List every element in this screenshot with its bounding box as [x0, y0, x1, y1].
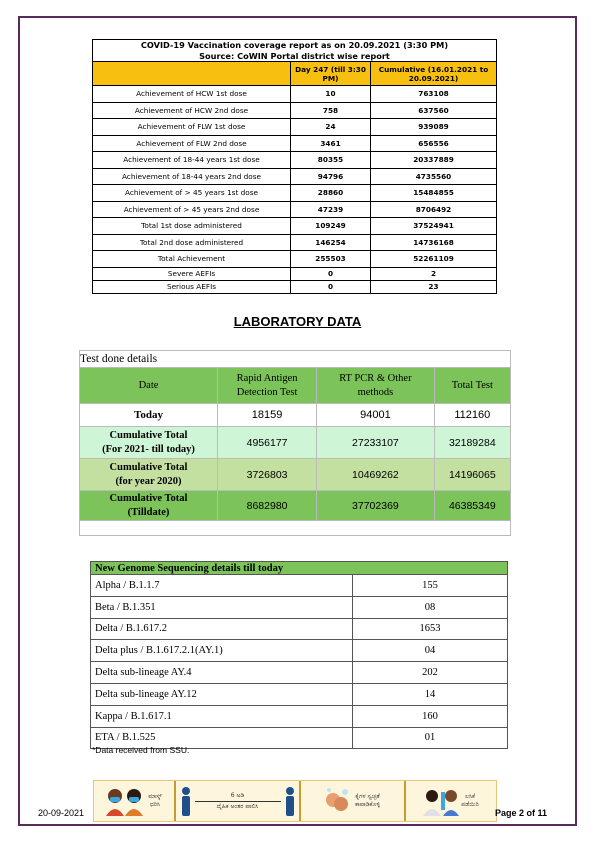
vaccination-table [92, 39, 497, 294]
awareness-banner [93, 780, 497, 822]
laboratory-table [79, 350, 511, 536]
variant-count: 155 [353, 575, 508, 597]
table-row [80, 404, 511, 427]
vaccination-day-value: 146254 [291, 234, 371, 251]
table-row [91, 705, 508, 727]
variant-name: Delta / B.1.617.2 [91, 618, 353, 640]
variant-name: Beta / B.1.351 [91, 596, 353, 618]
vaccination-day-value: 28860 [291, 185, 371, 202]
vaccination-cumulative-value: 637560 [371, 102, 497, 119]
vaccination-row-label: Achievement of > 45 years 1st dose [93, 185, 291, 202]
lab-row-label: Cumulative Total (Tilldate) [80, 491, 218, 521]
lab-cell: 32189284 [434, 427, 510, 459]
lab-row-label: Cumulative Total (For 2021- till today) [80, 427, 218, 459]
vaccination-source: Source: CoWIN Portal district wise report [93, 51, 497, 62]
lab-cell: 3726803 [218, 459, 317, 491]
table-row [93, 168, 497, 185]
lab-cell: 8682980 [218, 491, 317, 521]
table-row [80, 491, 511, 521]
lab-header-rtpcr: RT PCR & Other methods [317, 368, 434, 404]
variant-name: Alpha / B.1.1.7 [91, 575, 353, 597]
vaccination-cumulative-value: 4735560 [371, 168, 497, 185]
footer-date: 20-09-2021 [38, 808, 85, 818]
vaccination-cumulative-value: 15484855 [371, 185, 497, 202]
variant-count: 08 [353, 596, 508, 618]
vaccination-header-blank [93, 62, 291, 86]
vaccination-row-label: Achievement of FLW 2nd dose [93, 135, 291, 152]
masked-people-icon [104, 786, 146, 816]
lab-header-total: Total Test [434, 368, 510, 404]
table-row [93, 102, 497, 119]
genome-heading: New Genome Sequencing details till today [91, 562, 508, 575]
vaccination-day-value: 0 [291, 280, 371, 293]
lab-row-label: Today [80, 404, 218, 427]
vaccination-row-label: Total Achievement [93, 251, 291, 268]
vaccination-header-day: Day 247 (till 3:30 PM) [291, 62, 371, 86]
vaccination-day-value: 255503 [291, 251, 371, 268]
vaccination-cumulative-value: 23 [371, 280, 497, 293]
lab-cell: 112160 [434, 404, 510, 427]
vaccination-row-label: Achievement of FLW 1st dose [93, 119, 291, 136]
genome-sequencing-table [90, 561, 508, 749]
variant-count: 01 [353, 727, 508, 749]
lab-cell: 46385349 [434, 491, 510, 521]
vaccination-row-label: Achievement of 18-44 years 2nd dose [93, 168, 291, 185]
table-row [91, 618, 508, 640]
table-row [93, 267, 497, 280]
person-icon [179, 786, 193, 816]
vaccination-day-value: 47239 [291, 201, 371, 218]
table-row [91, 575, 508, 597]
vaccination-cumulative-value: 8706492 [371, 201, 497, 218]
lab-cell: 4956177 [218, 427, 317, 459]
laboratory-data-heading: LABORATORY DATA [233, 314, 362, 329]
vaccination-row-label: Achievement of 18-44 years 1st dose [93, 152, 291, 169]
vaccination-row-label: Achievement of HCW 2nd dose [93, 102, 291, 119]
variant-name: Delta sub-lineage AY.12 [91, 683, 353, 705]
variant-name: Delta sub-lineage AY.4 [91, 662, 353, 684]
vaccination-day-value: 94796 [291, 168, 371, 185]
banner-mask-segment: ಮಾಸ್ಕ್ ಧರಿಸಿ [94, 781, 176, 821]
banner-handwash-segment: ಕೈಗಳ ಸ್ವಚ್ಛತೆ ಕಾಪಾಡಿಕೊಳ್ಳಿ [301, 781, 406, 821]
table-row [91, 640, 508, 662]
data-source-note: *Data received from SSU. [92, 745, 190, 755]
lab-cell: 18159 [218, 404, 317, 427]
vaccination-cumulative-value: 939089 [371, 119, 497, 136]
banner-distance-segment: 6 ಅಡಿ ದೈಹಿಕ ಅಂತರ ಪಾಲಿಸಿ [176, 781, 301, 821]
vaccination-day-value: 0 [291, 267, 371, 280]
person-icon [283, 786, 297, 816]
vaccination-day-value: 109249 [291, 218, 371, 235]
table-row [93, 86, 497, 103]
variant-count: 160 [353, 705, 508, 727]
table-row [93, 234, 497, 251]
vaccination-day-value: 758 [291, 102, 371, 119]
vaccination-cumulative-value: 52261109 [371, 251, 497, 268]
table-row [91, 683, 508, 705]
vaccination-day-value: 10 [291, 86, 371, 103]
table-row [80, 459, 511, 491]
table-row [93, 218, 497, 235]
table-row [80, 427, 511, 459]
vaccination-icon [421, 786, 459, 816]
vaccination-cumulative-value: 2 [371, 267, 497, 280]
table-row [93, 185, 497, 202]
lab-caption: Test done details [80, 351, 511, 368]
variant-count: 202 [353, 662, 508, 684]
vaccination-row-label: Achievement of > 45 years 2nd dose [93, 201, 291, 218]
lab-row-label: Cumulative Total (for year 2020) [80, 459, 218, 491]
table-row [93, 152, 497, 169]
table-row [91, 662, 508, 684]
variant-name: Kappa / B.1.617.1 [91, 705, 353, 727]
vaccination-cumulative-value: 37524941 [371, 218, 497, 235]
lab-cell: 37702369 [317, 491, 434, 521]
vaccination-title: COVID-19 Vaccination coverage report as on 20.09.2021 (3:30 PM) [93, 40, 497, 51]
banner-vaccine-segment: ಲಸಿಕೆ ಪಡೆಯಿರಿ [406, 781, 496, 821]
variant-count: 04 [353, 640, 508, 662]
variant-count: 1653 [353, 618, 508, 640]
vaccination-row-label: Severe AEFIs [93, 267, 291, 280]
vaccination-cumulative-value: 656556 [371, 135, 497, 152]
table-row [91, 596, 508, 618]
vaccination-row-label: Total 1st dose administered [93, 218, 291, 235]
lab-blank-row [80, 521, 511, 536]
table-row [93, 119, 497, 136]
lab-cell: 27233107 [317, 427, 434, 459]
vaccination-cumulative-value: 763108 [371, 86, 497, 103]
variant-count: 14 [353, 683, 508, 705]
table-row [93, 135, 497, 152]
vaccination-row-label: Serious AEFIs [93, 280, 291, 293]
lab-cell: 10469262 [317, 459, 434, 491]
lab-cell: 14196065 [434, 459, 510, 491]
hand-wash-icon [323, 786, 353, 816]
table-row [93, 251, 497, 268]
vaccination-cumulative-value: 14736168 [371, 234, 497, 251]
vaccination-day-value: 80355 [291, 152, 371, 169]
vaccination-day-value: 24 [291, 119, 371, 136]
variant-name: Delta plus / B.1.617.2.1(AY.1) [91, 640, 353, 662]
vaccination-row-label: Achievement of HCW 1st dose [93, 86, 291, 103]
vaccination-cumulative-value: 20337889 [371, 152, 497, 169]
variant-name: ETA / B.1.525 [91, 727, 353, 749]
lab-cell: 94001 [317, 404, 434, 427]
table-row [93, 201, 497, 218]
lab-header-date: Date [80, 368, 218, 404]
table-row [93, 280, 497, 293]
vaccination-header-cumulative: Cumulative (16.01.2021 to 20.09.2021) [371, 62, 497, 86]
lab-header-rapid: Rapid Antigen Detection Test [218, 368, 317, 404]
distance-arrow-icon [195, 801, 281, 802]
vaccination-row-label: Total 2nd dose administered [93, 234, 291, 251]
page-number: Page 2 of 11 [495, 808, 548, 818]
vaccination-day-value: 3461 [291, 135, 371, 152]
